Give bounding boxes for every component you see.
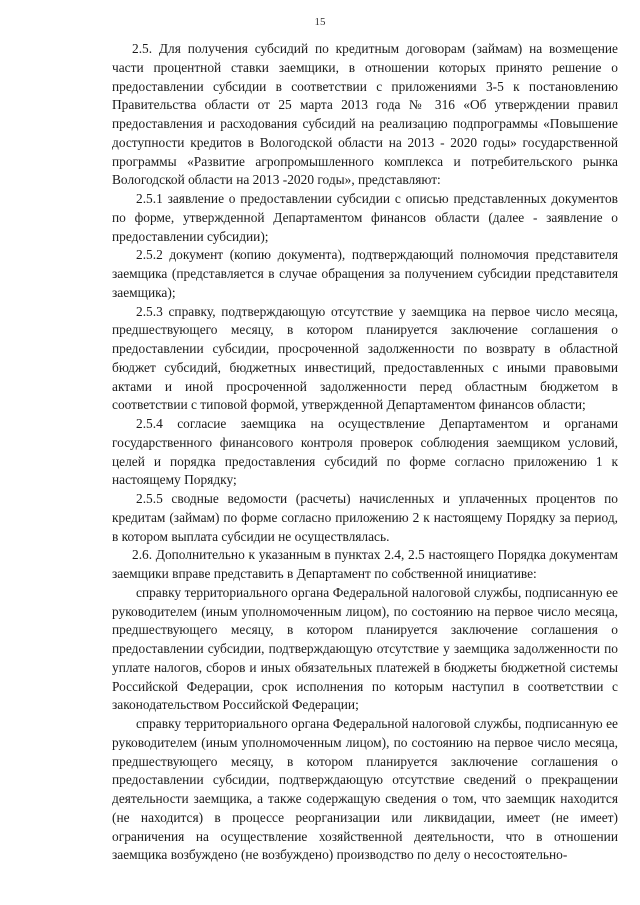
paragraph-2-6: 2.6. Дополнительно к указанным в пунктах 2.4, 2.5 настоящего Порядка документам заемщики вправе представить в Департамент по собственной инициативе: — [112, 547, 618, 581]
page-number: 15 — [314, 16, 326, 28]
paragraph-2-5-4: 2.5.4 согласие заемщика на осуществление Департаментом и органами государственного финансового контроля проверок соблюдения заемщиком условий, целей и порядка предоставления субсидий по форме согласно приложению 1 к настоящему Порядку; — [112, 416, 618, 488]
paragraph-tax-certificate-status: справку территориального органа Федеральной налоговой службы, подписанную ее руководителем (иным уполномоченным лицом), по состоянию на первое число месяца, предшествующего месяцу, в котором планируется заключение соглашения о предоставлении субсидии, подтверждающую отсутствие сведений о прекращении деятельности заемщика, а также содержащую сведения о том, что заемщик находится (не находится) в процессе реорганизации или ликвидации, имеет (не имеет) ограничения на осуществление хозяйственной деятельности, что в отношении заемщика возбуждено (не возбуждено) производство по делу о несостоятельно- — [112, 716, 618, 863]
paragraph-2-5-5: 2.5.5 сводные ведомости (расчеты) начисленных и уплаченных процентов по кредитам (займам) по форме согласно приложению 2 к настоящему Порядку за период, в котором выплата субсидии не осуществлялась. — [112, 491, 618, 544]
paragraph-2-5-1: 2.5.1 заявление о предоставлении субсидии с описью представленных документов по форме, утвержденной Департаментом финансов области (далее - заявление о предоставлении субсидии); — [112, 191, 618, 244]
paragraph-2-5-3: 2.5.3 справку, подтверждающую отсутствие у заемщика на первое число месяца, предшествующего месяцу, в котором планируется заключение соглашения о предоставлении субсидии, просроченной задолженности по возврату в областной бюджет субсидий, бюджетных инвестиций, предоставленных с иными правовыми актами и иной просроченной задолженности перед областным бюджетом в соответствии с типовой формой, утвержденной Департаментом финансов области; — [112, 303, 618, 413]
paragraph-2-5-2: 2.5.2 документ (копию документа), подтверждающий полномочия представителя заемщика (представляется в случае обращения за получением субсидии представителя заемщика); — [112, 247, 618, 300]
paragraph-tax-certificate-debt: справку территориального органа Федеральной налоговой службы, подписанную ее руководителем (иным уполномоченным лицом), по состоянию на первое число месяца, предшествующего месяцу, в котором планируется заключение соглашения о предоставлении субсидии, подтверждающую отсутствие у заемщика задолженности по уплате налогов, сборов и иных обязательных платежей в бюджеты бюджетной системы Российской Федерации, срок исполнения по которым наступил в соответствии с законодательством Российской Федерации; — [112, 584, 618, 713]
paragraph-2-5: 2.5. Для получения субсидий по кредитным договорам (займам) на возмещение части процентной ставки заемщики, в отношении которых принято решение о предоставлении субсидии в соответствии с приложениями 3-5 к постановлению Правительства области от 25 марта 2013 года № 316 «Об утверждении правил предоставления и расходования субсидий на реализацию подпрограммы «Повышение доступности кредитов в Вологодской области на 2013 - 2020 годы» государственной программы «Развитие агропромышленного комплекса и потребительского рынка Вологодской области на 2013 -2020 годы», представляют: — [112, 41, 618, 188]
